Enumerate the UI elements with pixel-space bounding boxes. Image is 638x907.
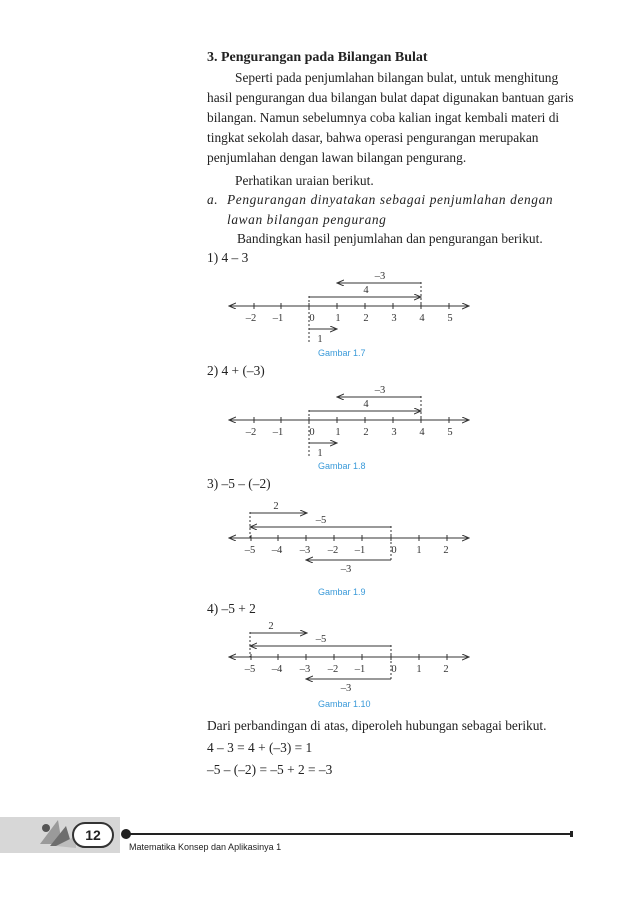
- tick-label: 0: [391, 664, 397, 675]
- figure-caption: Gambar 1.8: [318, 461, 366, 471]
- para-line: Perhatikan uraian berikut.: [235, 173, 374, 188]
- para-line: bilangan. Namun sebelumnya coba kalian ingat kembali materi di: [207, 110, 560, 125]
- tick-label: 1: [416, 545, 422, 556]
- tick-label: 2: [443, 664, 449, 675]
- arrow-label: –5: [315, 515, 327, 526]
- arrow-label: 4: [363, 399, 369, 410]
- tick-label: 3: [391, 313, 397, 324]
- tick-label: 4: [419, 313, 425, 324]
- arrow-label: –3: [374, 385, 386, 396]
- tick-label: 2: [363, 427, 369, 438]
- tick-label: –1: [272, 427, 284, 438]
- tick-label: –5: [244, 664, 256, 675]
- tick-label: 2: [443, 545, 449, 556]
- footer-rule: [128, 833, 573, 835]
- item-label: 3) –5 – (–2): [207, 476, 271, 491]
- tick-label: –2: [245, 427, 257, 438]
- tick-label: –1: [272, 313, 284, 324]
- tick-label: –5: [244, 545, 256, 556]
- subsection-title-line: lawan bilangan pengurang: [227, 212, 387, 227]
- tick-label: 1: [335, 427, 341, 438]
- arrow-label: –3: [340, 564, 352, 575]
- tick-label: –1: [354, 545, 366, 556]
- tick-label: –3: [299, 664, 311, 675]
- tick-label: –2: [245, 313, 257, 324]
- tick-label: 2: [363, 313, 369, 324]
- arrow-label: 1: [317, 448, 323, 459]
- conclusion-intro: Dari perbandingan di atas, diperoleh hubungan sebagai berikut.: [207, 718, 547, 733]
- para-line: penjumlahan dengan lawan bilangan pengurang.: [207, 150, 467, 165]
- para-line: tingkat sekolah dasar, bahwa operasi pengurangan merupakan: [207, 130, 539, 145]
- para-line: hasil pengurangan dua bilangan bulat dapat digunakan bantuan garis: [207, 90, 574, 105]
- section-title: 3. Pengurangan pada Bilangan Bulat: [207, 50, 428, 65]
- tick-label: –2: [327, 664, 339, 675]
- tick-label: –4: [271, 545, 283, 556]
- arrow-label: 2: [268, 621, 274, 632]
- para-line: Seperti pada penjumlahan bilangan bulat, untuk menghitung: [235, 70, 559, 85]
- arrow-label: 4: [363, 285, 369, 296]
- tick-label: –2: [327, 545, 339, 556]
- item-label: 2) 4 + (–3): [207, 363, 265, 378]
- figure-caption: Gambar 1.7: [318, 348, 366, 358]
- figure-caption: Gambar 1.9: [318, 587, 366, 597]
- book-title: Matematika Konsep dan Aplikasinya 1: [129, 842, 282, 852]
- conclusion-equation: 4 – 3 = 4 + (–3) = 1: [207, 740, 313, 755]
- tick-label: 5: [447, 427, 453, 438]
- tick-label: 5: [447, 313, 453, 324]
- tick-label: 0: [309, 313, 315, 324]
- figure-caption: Gambar 1.10: [318, 699, 371, 709]
- tick-label: 0: [309, 427, 315, 438]
- tick-label: 3: [391, 427, 397, 438]
- arrow-label: –3: [374, 271, 386, 282]
- footer-dot: [121, 829, 131, 839]
- tick-label: 0: [391, 545, 397, 556]
- intro-paragraph: [207, 68, 585, 191]
- subsection-label: a.: [207, 192, 219, 207]
- subsection-title-line: Pengurangan dinyatakan sebagai penjumlahan dengan: [227, 192, 554, 207]
- tick-label: –1: [354, 664, 366, 675]
- footer-rule-end: [570, 831, 573, 837]
- item-label: 4) –5 + 2: [207, 601, 256, 616]
- subsection-a: [207, 190, 585, 230]
- item-label: 1) 4 – 3: [207, 250, 249, 265]
- arrow-label: –3: [340, 683, 352, 694]
- tick-label: 4: [419, 427, 425, 438]
- tick-label: 1: [416, 664, 422, 675]
- tick-label: –3: [299, 545, 311, 556]
- arrow-label: 1: [317, 334, 323, 345]
- page-number: 12: [72, 822, 114, 848]
- conclusion-equation: –5 – (–2) = –5 + 2 = –3: [207, 762, 333, 777]
- compare-text: Bandingkan hasil penjumlahan dan pengurangan berikut.: [237, 231, 543, 246]
- arrow-label: –5: [315, 634, 327, 645]
- ticks-1: [254, 303, 449, 309]
- tick-label: –4: [271, 664, 283, 675]
- arrow-label: 2: [273, 501, 279, 512]
- tick-label: 1: [335, 313, 341, 324]
